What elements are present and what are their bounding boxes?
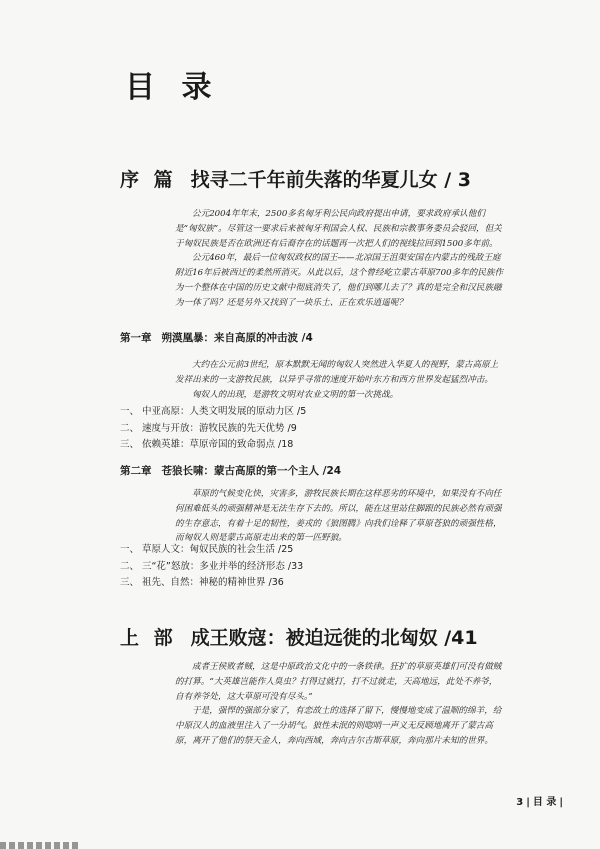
section-entry bbox=[120, 542, 303, 559]
footer-separator: | bbox=[526, 797, 530, 808]
section-title: 草原人文：匈奴民族的社会生活 /25 bbox=[142, 544, 294, 555]
section-number: 二、 bbox=[120, 422, 140, 434]
chapter-2-heading bbox=[120, 463, 341, 478]
chapter-2-sections bbox=[120, 542, 303, 592]
part-title: 成王败寇：被迫远徙的北匈奴 /41 bbox=[190, 627, 478, 649]
section-number: 二、 bbox=[120, 560, 140, 572]
section-entry bbox=[120, 404, 306, 421]
part-1-intro bbox=[175, 660, 505, 749]
section-title: 中亚高原：人类文明发展的原动力区 /5 bbox=[142, 406, 307, 417]
page-footer bbox=[516, 793, 566, 808]
prologue-heading bbox=[120, 165, 471, 192]
section-label: 目 录 bbox=[532, 797, 557, 808]
intro-paragraph: 公元2004年年末，2500多名匈牙利公民向政府提出申请，要求政府承认他们是“匈奴族”。尽管这一要求后来被匈牙利国会人权、民族和宗教事务委员会驳回，但关于匈奴民族是否在欧洲还有后裔存在的话题再一次把人们的视线拉回到1500多年前。 bbox=[175, 209, 502, 249]
chapter-1-intro bbox=[175, 358, 505, 402]
part-1-heading bbox=[120, 623, 478, 650]
section-entry bbox=[120, 437, 306, 454]
page-title: 目 录 bbox=[125, 70, 220, 105]
section-entry bbox=[120, 575, 303, 592]
section-title: 三“花”怒放：多业并举的经济形态 /33 bbox=[142, 560, 304, 572]
chapter-1-heading bbox=[120, 330, 313, 345]
intro-paragraph: 匈奴人的出现，是游牧文明对农业文明的第一次挑战。 bbox=[192, 389, 399, 400]
chapter-title: 朔漠凰暴：来自高原的冲击波 /4 bbox=[161, 332, 313, 344]
section-title: 依赖英雄：草原帝国的致命弱点 /18 bbox=[142, 439, 294, 450]
section-number: 三、 bbox=[120, 439, 140, 450]
intro-paragraph: 于是，强悍的强部分家了，有恋故土的选择了留下，慢慢地变成了温顺的绵羊，给中原汉人的血液里注入了一分胡气。狼性未泯的则唿哨一声义无反顾地离开了蒙古高原，离开了他们的祭天金人，奔向西域，奔向吉尔吉斯草原，奔向那片未知的世界。 bbox=[175, 706, 502, 746]
page-number: 3 bbox=[516, 797, 524, 808]
intro-paragraph: 草原的气候变化快，灾害多，游牧民族长期在这样恶劣的环境中，如果没有不向任何困难低头的顽强精神是无法生存下去的。所以，能在这里站住脚跟的民族必然有顽强的生存意志，有着十足的韧性，姜戎的《狼图腾》向我们诠释了草原苍狼的顽强性格，而匈奴人则是蒙古高原走出来的第一匹野狼。 bbox=[175, 489, 502, 544]
section-entry bbox=[120, 559, 303, 576]
section-title: 速度与开放：游牧民族的先天优势 /9 bbox=[142, 422, 297, 434]
intro-paragraph: 大约在公元前3世纪，原本默默无闻的匈奴人突然进入华夏人的视野，蒙古高原上发祥出来的一支游牧民族，以异乎寻常的速度开始叶东方和西方世界发起猛烈冲击。 bbox=[175, 360, 499, 385]
intro-paragraph: 公元460年，最后一位匈奴政权的国王——北凉国王沮渠安国在内蒙古的残敌王庭附近16年后被西迁的柔然所消灭。从此以后，这个曾经屹立蒙古草原700多年的民族作为一个整体在中国的历史文献中彻底消失了，他们到哪儿去了？真的是完全和汉民族融为一体了吗？还是另外又找到了一块乐土、正在欢乐逍遥呢？ bbox=[175, 253, 504, 308]
chapter-title: 苍狼长啸：蒙古高原的第一个主人 /24 bbox=[161, 465, 342, 477]
section-title: 祖先、自然：神秘的精神世界 /36 bbox=[142, 577, 284, 588]
chapter-label: 第二章 bbox=[120, 465, 152, 477]
chapter-1-sections bbox=[120, 404, 306, 454]
part-title: 找寻二千年前失落的华夏儿女 / 3 bbox=[190, 169, 472, 191]
section-number: 一、 bbox=[120, 406, 140, 417]
part-label: 序 篇 bbox=[120, 169, 177, 191]
prologue-intro bbox=[175, 207, 505, 311]
intro-paragraph: 成者王侯败者贼，这是中原政治文化中的一条铁律。狂扩的草原英雄们可没有做贼的打算。“大英雄岂能作人臭虫？打得过就打，打不过就走，天高地远，此处不养爷，自有养爷处，这大草原可没有尽头。” bbox=[175, 662, 502, 702]
section-number: 一、 bbox=[120, 544, 140, 555]
chapter-2-intro bbox=[175, 487, 505, 546]
section-number: 三、 bbox=[120, 577, 140, 588]
chapter-label: 第一章 bbox=[120, 332, 152, 344]
part-label: 上 部 bbox=[120, 627, 177, 649]
scan-artifact bbox=[0, 842, 80, 849]
section-entry bbox=[120, 421, 306, 438]
footer-separator: | bbox=[559, 797, 563, 808]
